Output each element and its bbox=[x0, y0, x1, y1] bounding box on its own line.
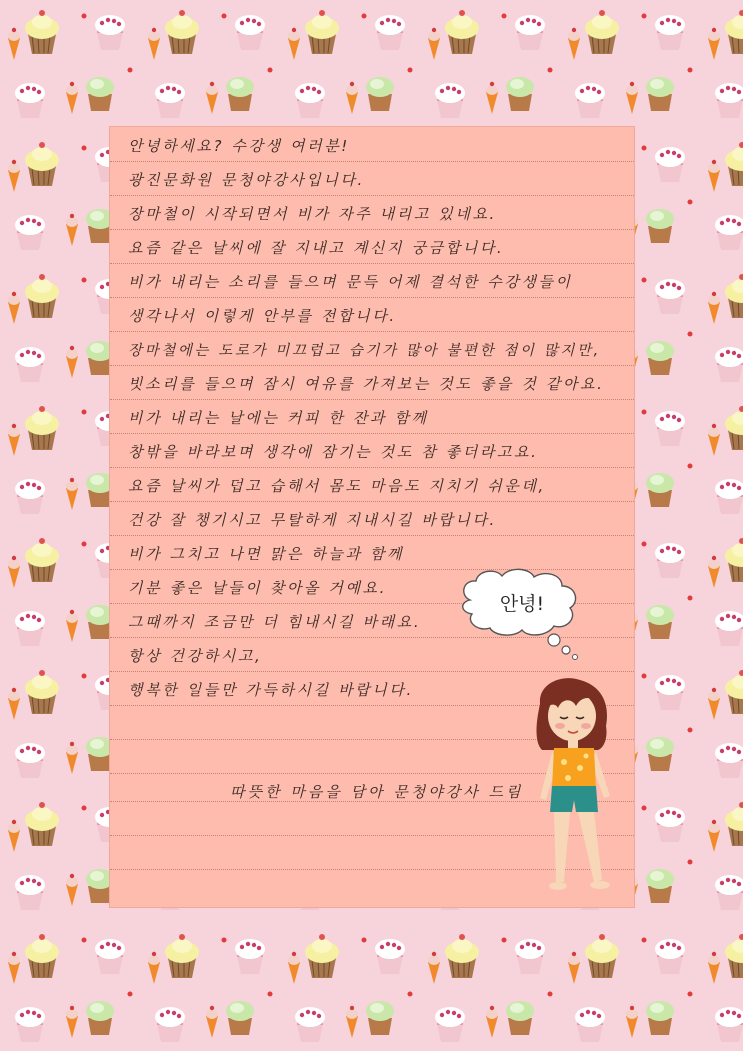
letter-line: 비가 내리는 소리를 들으며 문득 어제 결석한 수강생들이 bbox=[128, 273, 573, 291]
letter-line: 장마철에는 도로가 미끄럽고 습기가 많아 불편한 점이 많지만, bbox=[128, 343, 601, 359]
letter-line: 행복한 일들만 가득하시길 바랍니다. bbox=[128, 681, 414, 699]
paper-rule bbox=[110, 535, 634, 536]
paper-rule bbox=[110, 433, 634, 434]
letter-line: 요즘 같은 날씨에 잘 지내고 계신지 궁금합니다. bbox=[128, 239, 505, 257]
letter-line: 비가 그치고 나면 맑은 하늘과 함께 bbox=[128, 545, 405, 563]
girl-character-icon bbox=[518, 676, 644, 902]
paper-rule bbox=[110, 365, 634, 366]
letter-line: 항상 건강하시고, bbox=[128, 647, 263, 665]
paper-rule bbox=[110, 399, 634, 400]
letter-line: 광진문화원 문청야강사입니다. bbox=[128, 171, 365, 189]
paper-rule bbox=[110, 161, 634, 162]
paper-rule bbox=[110, 331, 634, 332]
letter-line: 기분 좋은 날들이 찾아올 거예요. bbox=[128, 579, 388, 597]
letter-line: 빗소리를 들으며 잠시 여유를 가져보는 것도 좋을 것 같아요. bbox=[128, 375, 605, 393]
paper-rule bbox=[110, 297, 634, 298]
letter-signature: 따뜻한 마음을 담아 문청야강사 드림 bbox=[230, 783, 524, 801]
paper-rule bbox=[110, 229, 634, 230]
letter-line: 비가 내리는 날에는 커피 한 잔과 함께 bbox=[128, 409, 429, 427]
paper-rule bbox=[110, 195, 634, 196]
letter-line: 그때까지 조금만 더 힘내시길 바래요. bbox=[128, 613, 422, 631]
bubble-text: 안녕! bbox=[499, 593, 545, 615]
paper-rule bbox=[110, 671, 634, 672]
letter-line: 창밖을 바라보며 생각에 잠기는 것도 참 좋더라고요. bbox=[128, 443, 539, 461]
letter-line: 생각나서 이렇게 안부를 전합니다. bbox=[128, 307, 397, 325]
paper-rule bbox=[110, 467, 634, 468]
letter-line: 요즘 날씨가 덥고 습해서 몸도 마음도 지치기 쉬운데, bbox=[128, 477, 546, 495]
letter-line: 건강 잘 챙기시고 무탈하게 지내시길 바랍니다. bbox=[128, 511, 497, 529]
letter-line: 안녕하세요? 수강생 여러분! bbox=[128, 137, 350, 155]
paper-rule bbox=[110, 501, 634, 502]
letter-line: 장마철이 시작되면서 비가 자주 내리고 있네요. bbox=[128, 205, 497, 223]
paper-rule bbox=[110, 263, 634, 264]
